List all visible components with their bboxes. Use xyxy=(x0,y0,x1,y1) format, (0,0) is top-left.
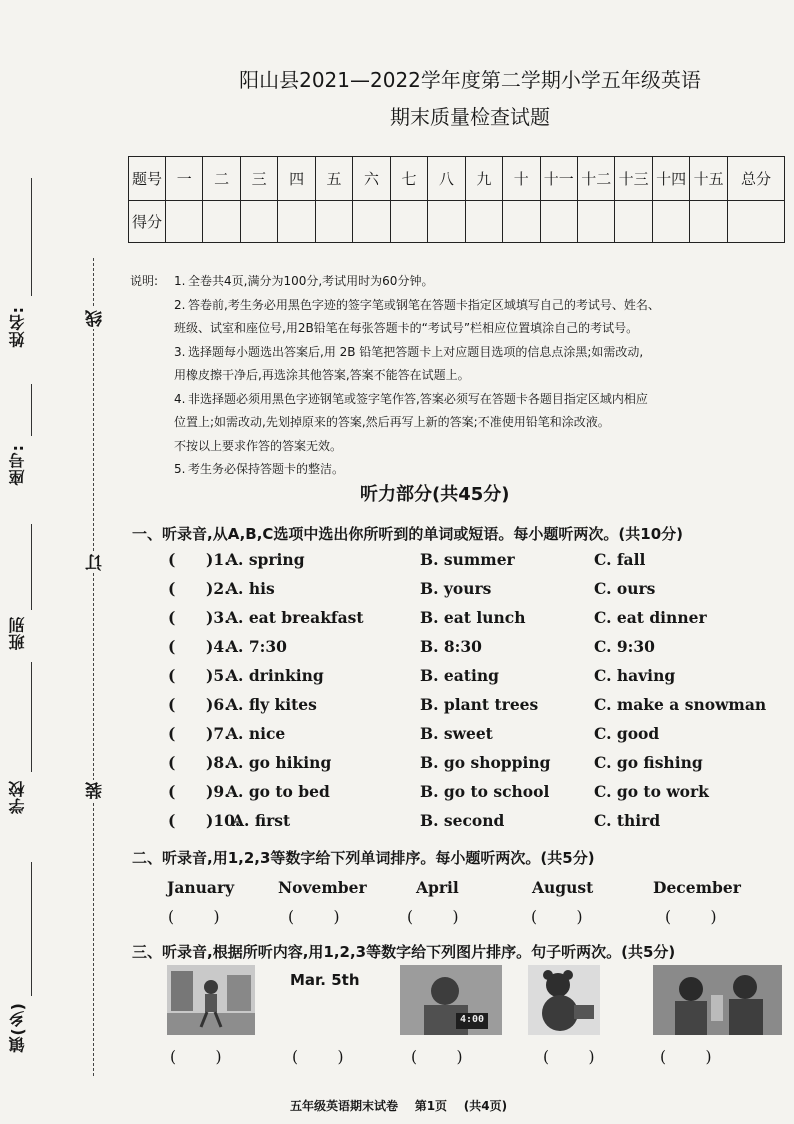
school-blank xyxy=(31,662,32,772)
option-c: C. eat dinner xyxy=(594,608,707,627)
q3-instruction: 三、听录音,根据所听内容,用1,2,3等数字给下列图片排序。句子听两次。(共5分) xyxy=(132,943,676,961)
note-text: 非选择题必须用黑色字迹钢笔或签字笔作答,答案必须写在答题卡各题目指定区域内相应 xyxy=(188,391,648,406)
school-label: 学校 xyxy=(8,780,27,814)
answer-blank[interactable]: ( ) xyxy=(660,1048,712,1066)
picture-5-people-talking xyxy=(653,965,782,1035)
answer-blank[interactable]: ( ) xyxy=(288,908,340,926)
answer-paren[interactable]: ( xyxy=(168,724,176,743)
col-header: 十二 xyxy=(577,157,614,201)
option-a: A. first xyxy=(232,811,291,830)
option-c: C. go fishing xyxy=(594,753,703,772)
question-number: )7. xyxy=(206,724,230,743)
col-header-total: 总分 xyxy=(728,157,785,201)
option-c: C. make a snowman xyxy=(594,695,767,714)
question-row xyxy=(162,666,792,695)
option-c: C. go to work xyxy=(594,782,709,801)
row-label: 题号 xyxy=(129,157,166,201)
question-number: )9. xyxy=(206,782,230,801)
question-number: )2. xyxy=(206,579,230,598)
note-text-cont: 不按以上要求作答的答案无效。 xyxy=(174,438,343,453)
note-text-cont: 位置上;如需改动,先划掉原来的答案,然后再写上新的答案;不准使用铅笔和涂改液。 xyxy=(174,415,610,429)
question-number: )6. xyxy=(206,695,230,714)
note-text: 全卷共4页,满分为100分,考试用时为60分钟。 xyxy=(188,274,434,288)
col-header: 十五 xyxy=(690,157,728,201)
q1-instruction: 一、听录音,从A,B,C选项中选出你所听到的单词或短语。每小题听两次。(共10分) xyxy=(132,525,684,543)
answer-blank[interactable]: ( ) xyxy=(407,908,459,926)
cut-mark-bind: 订 xyxy=(83,552,108,573)
option-a: A. drinking xyxy=(226,666,324,685)
clock-display: 4:00 xyxy=(459,1014,485,1025)
option-b: B. eat lunch xyxy=(420,608,526,627)
option-c: C. third xyxy=(594,811,661,830)
score-cell-total[interactable] xyxy=(728,201,785,243)
row-label: 得分 xyxy=(129,201,166,243)
answer-paren[interactable]: ( xyxy=(168,782,176,801)
option-c: C. fall xyxy=(594,550,646,569)
col-header: 五 xyxy=(315,157,352,201)
exam-subtitle: 期末质量检查试题 xyxy=(390,105,550,129)
q1-options xyxy=(162,550,792,840)
col-header: 十一 xyxy=(540,157,577,201)
question-row xyxy=(162,724,792,753)
word-item: April xyxy=(416,878,459,897)
answer-blank[interactable]: ( ) xyxy=(170,1048,222,1066)
col-header: 十四 xyxy=(652,157,689,201)
option-a: A. 7:30 xyxy=(226,637,287,656)
question-row xyxy=(162,579,792,608)
score-cell[interactable] xyxy=(203,201,240,243)
cut-dashed-line xyxy=(93,258,94,1076)
col-header: 八 xyxy=(428,157,465,201)
col-header: 六 xyxy=(353,157,390,201)
answer-blank[interactable]: ( ) xyxy=(543,1048,595,1066)
score-table xyxy=(128,156,785,243)
col-header: 四 xyxy=(278,157,315,201)
seat-label: 座号: xyxy=(8,444,27,486)
answer-blank[interactable]: ( ) xyxy=(292,1048,344,1066)
question-row xyxy=(162,695,792,724)
section-title: 听力部分(共45分) xyxy=(360,484,510,505)
question-row xyxy=(162,608,792,637)
option-a: A. fly kites xyxy=(226,695,317,714)
option-c: C. ours xyxy=(594,579,656,598)
col-header: 九 xyxy=(465,157,502,201)
score-cell[interactable] xyxy=(690,201,728,243)
score-cell[interactable] xyxy=(503,201,540,243)
option-b: B. 8:30 xyxy=(420,637,482,656)
score-cell[interactable] xyxy=(577,201,614,243)
note-text: 答卷前,考生务必用黑色字迹的签字笔或钢笔在答题卡指定区域填写自己的考试号、姓名、 xyxy=(188,297,660,312)
q2-instruction: 二、听录音,用1,2,3等数字给下列单词排序。每小题听两次。(共5分) xyxy=(132,849,595,867)
note-number: 5. xyxy=(174,462,186,476)
note-text-cont: 班级、试室和座位号,用2B铅笔在每张答题卡的“考试号”栏相应位置填涂自己的考试号。 xyxy=(174,321,639,335)
question-row xyxy=(162,550,792,579)
note-item xyxy=(130,294,790,318)
note-text-cont: 用橡皮擦干净后,再选涂其他答案,答案不能答在试题上。 xyxy=(174,368,470,382)
option-c: C. having xyxy=(594,666,676,685)
score-cell[interactable] xyxy=(652,201,689,243)
note-item xyxy=(130,458,790,482)
option-b: B. eating xyxy=(420,666,499,685)
option-b: B. go shopping xyxy=(420,753,551,772)
option-c: C. good xyxy=(594,724,660,743)
score-row xyxy=(129,201,785,243)
picture-4-bear-cake xyxy=(528,965,600,1035)
answer-paren[interactable]: ( xyxy=(168,579,176,598)
col-header: 十三 xyxy=(615,157,652,201)
exam-title: 阳山县2021—2022学年度第二学期小学五年级英语 xyxy=(239,68,701,92)
score-cell[interactable] xyxy=(615,201,652,243)
answer-paren[interactable]: ( xyxy=(168,811,176,830)
option-a: A. his xyxy=(226,579,275,598)
note-item xyxy=(130,270,790,294)
cut-mark-pack: 装 xyxy=(83,780,108,801)
binding-strip xyxy=(0,0,112,1124)
option-b: B. go to school xyxy=(420,782,550,801)
name-label: 姓名: xyxy=(8,306,27,348)
score-cell[interactable] xyxy=(353,201,390,243)
option-b: B. second xyxy=(420,811,505,830)
boy-walking-image xyxy=(167,965,255,1035)
question-row xyxy=(162,637,792,666)
seat-blank xyxy=(31,384,32,436)
col-header: 十 xyxy=(503,157,540,201)
date-text: Mar. 5th xyxy=(290,971,360,989)
question-number-row xyxy=(129,157,785,201)
question-number: )1. xyxy=(206,550,230,569)
answer-paren[interactable]: ( xyxy=(168,753,176,772)
col-header: 一 xyxy=(166,157,203,201)
option-b: B. plant trees xyxy=(420,695,539,714)
answer-blank[interactable]: ( ) xyxy=(168,908,220,926)
question-row xyxy=(162,782,792,811)
note-text: 考生务必保持答题卡的整洁。 xyxy=(188,462,345,476)
word-item: November xyxy=(278,878,367,897)
option-a: A. go hiking xyxy=(226,753,332,772)
word-item: January xyxy=(167,878,235,897)
question-number: )3. xyxy=(206,608,230,627)
option-a: A. spring xyxy=(226,550,305,569)
score-cell[interactable] xyxy=(278,201,315,243)
option-a: A. go to bed xyxy=(226,782,330,801)
note-item xyxy=(130,388,790,412)
cut-mark-line: 线 xyxy=(83,308,108,329)
score-cell[interactable] xyxy=(315,201,352,243)
score-cell[interactable] xyxy=(240,201,277,243)
picture-1-boy-walking xyxy=(167,965,255,1035)
picture-3-boy-clock xyxy=(400,965,502,1035)
town-label: 镇(乡) xyxy=(8,1002,27,1053)
note-number: 3. xyxy=(174,344,186,359)
town-blank xyxy=(31,862,32,996)
answer-paren[interactable]: ( xyxy=(168,637,176,656)
col-header: 七 xyxy=(390,157,427,201)
page-footer: 五年级英语期末试卷 第1页 (共4页) xyxy=(290,1099,508,1113)
class-label: 班别 xyxy=(8,616,27,650)
note-number: 4. xyxy=(174,391,186,406)
option-c: C. 9:30 xyxy=(594,637,655,656)
option-b: B. yours xyxy=(420,579,492,598)
question-number: )8. xyxy=(206,753,230,772)
option-b: B. sweet xyxy=(420,724,493,743)
score-cell[interactable] xyxy=(428,201,465,243)
question-row xyxy=(162,753,792,782)
answer-paren[interactable]: ( xyxy=(168,666,176,685)
instructions xyxy=(130,270,790,482)
answer-blank[interactable]: ( ) xyxy=(411,1048,463,1066)
option-a: A. nice xyxy=(226,724,286,743)
question-row xyxy=(162,811,792,840)
score-cell[interactable] xyxy=(166,201,203,243)
score-cell[interactable] xyxy=(540,201,577,243)
picture-2-date xyxy=(290,965,360,1035)
answer-paren[interactable]: ( xyxy=(168,695,176,714)
answer-blank[interactable]: ( ) xyxy=(531,908,583,926)
question-number: )10. xyxy=(206,811,241,830)
notes-heading: 说明: xyxy=(130,274,159,288)
note-text: 选择题每小题选出答案后,用 2B 铅笔把答题卡上对应题目选项的信息点涂黑;如需改动, xyxy=(188,344,644,359)
bear-cake-image xyxy=(528,965,600,1035)
answer-blank[interactable]: ( ) xyxy=(665,908,717,926)
note-number: 2. xyxy=(174,297,186,312)
word-item: December xyxy=(653,878,741,897)
answer-paren[interactable]: ( xyxy=(168,608,176,627)
score-cell[interactable] xyxy=(390,201,427,243)
answer-paren[interactable]: ( xyxy=(168,550,176,569)
name-blank xyxy=(31,178,32,296)
col-header: 二 xyxy=(203,157,240,201)
note-number: 1. xyxy=(174,274,186,288)
word-item: August xyxy=(532,878,594,897)
score-cell[interactable] xyxy=(465,201,502,243)
people-talking-image xyxy=(653,965,782,1035)
question-number: )4. xyxy=(206,637,230,656)
question-number: )5. xyxy=(206,666,230,685)
option-a: A. eat breakfast xyxy=(226,608,364,627)
option-b: B. summer xyxy=(420,550,515,569)
col-header: 三 xyxy=(240,157,277,201)
class-blank xyxy=(31,524,32,610)
note-item xyxy=(130,341,790,365)
